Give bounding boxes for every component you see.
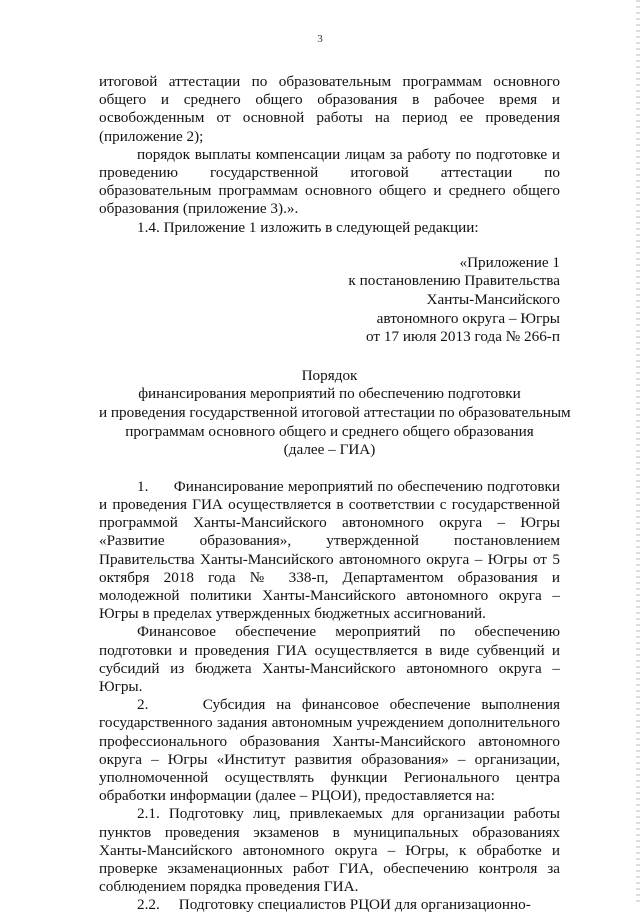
title-line: программам основного общего и среднего общего образования	[125, 422, 534, 440]
paragraph: Финансовое обеспечение мероприятий по обеспечению подготовки и проведения ГИА осуществляется в виде субвенций и субсидий из бюджета Ханты-Мансийского автономного округа – Югры.	[99, 623, 560, 695]
paragraph: 2. Субсидия на финансовое обеспечение выполнения государственного задания автономным учреждением дополнительного профессионального образования Ханты-Мансийского автономного округа – Югры «Институт развития образования» – организации, уполномоченной осуществлять функции Регионального центра обработки информации (далее – РЦОИ), предоставляется на:	[99, 696, 560, 805]
appendix-line: Ханты-Мансийского	[426, 291, 560, 309]
appendix-line: от 17 июля 2013 года № 266-п	[366, 328, 560, 346]
paragraph: 2.1. Подготовку лиц, привлекаемых для организации работы пунктов проведения экзаменов в муниципальных образованиях Ханты-Мансийского автономного округа – Югры, к обработке и проверке экзаменационных работ ГИА, обеспечению контроля за соблюдением порядка проведения ГИА.	[99, 805, 560, 896]
paragraph: порядок выплаты компенсации лицам за работу по подготовке и проведению государственной итоговой аттестации по образовательным программам основного общего и среднего общего образования (приложение 3).».	[99, 145, 560, 218]
paragraph: 1. Финансирование мероприятий по обеспечению подготовки и проведения ГИА осуществляется в соответствии с государственной программой Ханты-Мансийского автономного округа – Югры «Развитие образования», утвержденной постановлением Правительства Ханты-Мансийского автономного округа – Югры от 5 октября 2018 года № 338-п, Департаментом образования и молодежной политики Ханты-Мансийского автономного округа – Югры в пределах утвержденных бюджетных ассигнований.	[99, 477, 560, 623]
document-body	[99, 73, 571, 915]
title-line: и проведения государственной итоговой аттестации по образовательным	[99, 403, 571, 421]
paragraph: 1.4. Приложение 1 изложить в следующей редакции:	[137, 218, 479, 236]
title-line: Порядок	[301, 366, 358, 384]
scan-edge	[636, 0, 640, 905]
title-line: финансирования мероприятий по обеспечению подготовки	[138, 385, 521, 403]
paragraph: 2.2. Подготовку специалистов РЦОИ для организационно-	[137, 896, 531, 914]
appendix-line: к постановлению Правительства	[348, 272, 560, 290]
paragraph: итоговой аттестации по образовательным программам основного общего и среднего общего образования в рабочее время и освобожденным от основной работы на период ее проведения (приложение 2);	[99, 73, 560, 145]
page-number: 3	[317, 33, 323, 45]
appendix-line: автономного округа – Югры	[376, 309, 560, 327]
title-line: (далее – ГИА)	[283, 441, 376, 459]
appendix-header	[99, 254, 560, 347]
document-title	[99, 366, 571, 460]
appendix-line: «Приложение 1	[459, 253, 560, 271]
